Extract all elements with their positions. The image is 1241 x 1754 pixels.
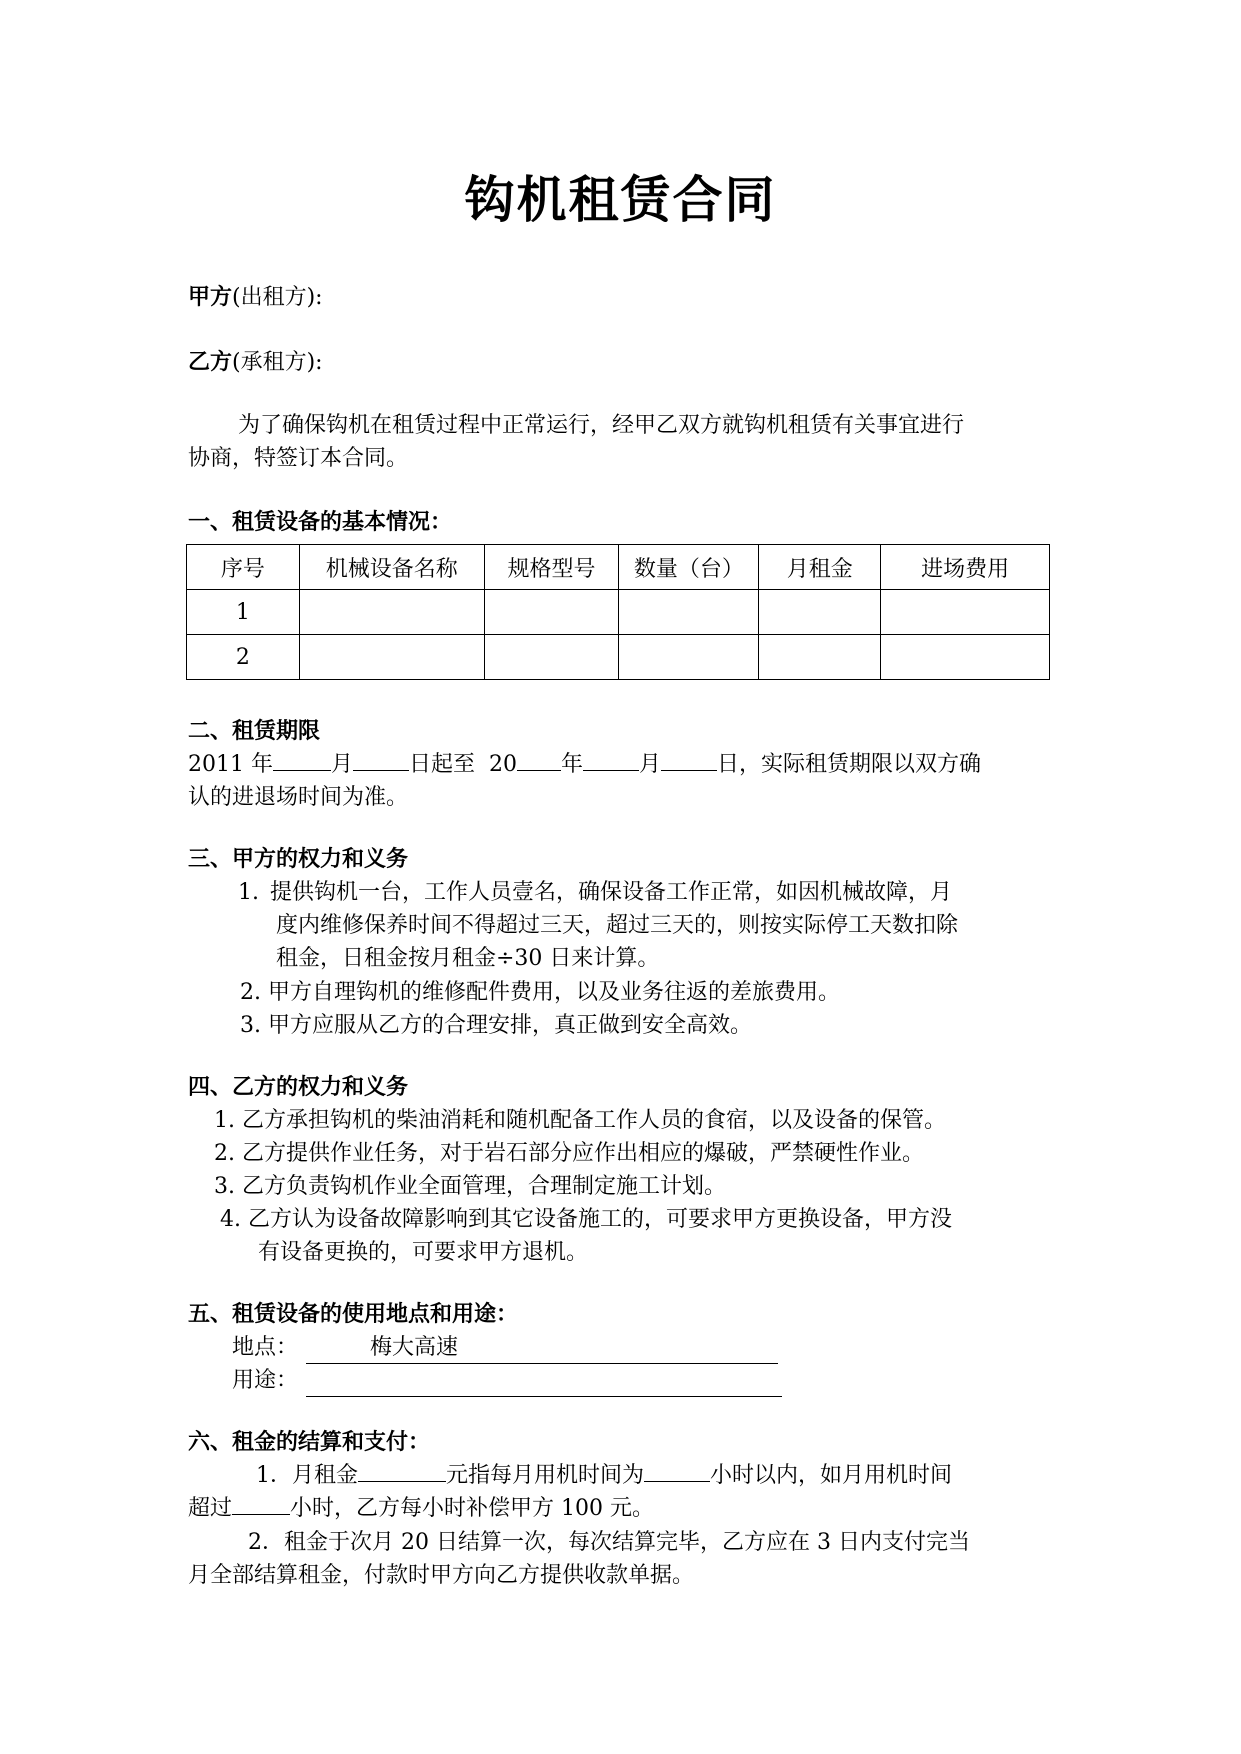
overtime-blank xyxy=(232,1492,290,1515)
document-title: 钩机租赁合同 xyxy=(464,171,777,229)
party-b-note: (承租方): xyxy=(232,350,323,375)
term-blank-month1 xyxy=(273,748,331,771)
term-blank-day2 xyxy=(661,748,717,771)
s4-item4-line2: 有设备更换的，可要求甲方退机。 xyxy=(258,1240,589,1265)
header-cell: 进场费用 xyxy=(881,545,1050,590)
rent-blank xyxy=(358,1459,446,1482)
s4-item4 xyxy=(220,1203,952,1236)
s4-item1-num: 1. xyxy=(214,1108,235,1133)
term-year-prefix: 20 xyxy=(489,752,518,777)
section3-heading: 三、甲方的权力和义务 xyxy=(188,846,409,872)
party-a-note: (出租方): xyxy=(232,285,323,310)
s6-item1-b: 元指每月用机时间为 xyxy=(446,1463,645,1488)
term-blank-year2 xyxy=(517,748,561,771)
s6-item1-d: 超过 xyxy=(188,1496,233,1521)
intro-line-2: 协商，特签订本合同。 xyxy=(188,446,409,471)
table-cell xyxy=(759,590,881,635)
term-day1: 日起至 xyxy=(409,752,476,777)
s4-item4-num: 4. xyxy=(220,1207,241,1232)
term-year: 2011 年 xyxy=(188,752,273,777)
section2-heading: 二、租赁期限 xyxy=(188,718,321,744)
section4-heading: 四、乙方的权力和义务 xyxy=(188,1074,409,1100)
table-row xyxy=(187,590,1050,635)
s6-item1-e: 小时，乙方每小时补偿甲方 100 元。 xyxy=(290,1496,654,1521)
table-cell xyxy=(484,590,619,635)
table-row xyxy=(187,635,1050,680)
place-value: 梅大高速 xyxy=(370,1335,459,1360)
table-cell xyxy=(881,635,1050,680)
table-cell xyxy=(484,635,619,680)
table-cell xyxy=(299,590,484,635)
table-cell xyxy=(299,635,484,680)
lease-term-line xyxy=(188,748,981,781)
header-cell: 规格型号 xyxy=(484,545,619,590)
place-field xyxy=(306,1331,778,1364)
s4-item4-text: 乙方认为设备故障影响到其它设备施工的，可要求甲方更换设备，甲方没 xyxy=(248,1207,953,1232)
intro-line-1: 为了确保钩机在租赁过程中正常运行，经甲乙双方就钩机租赁有关事宜进行 xyxy=(238,413,965,438)
s4-item1-text: 乙方承担钩机的柴油消耗和随机配备工作人员的食宿，以及设备的保管。 xyxy=(242,1108,947,1133)
term-month1: 月 xyxy=(330,752,353,777)
s3-item1-num: 1. xyxy=(238,880,259,905)
party-b-line xyxy=(188,346,323,379)
s4-item3-text: 乙方负责钩机作业全面管理，合理制定施工计划。 xyxy=(242,1174,727,1199)
term-month2: 月 xyxy=(639,752,662,777)
s3-item3 xyxy=(240,1009,752,1042)
s6-item2-line1 xyxy=(248,1526,970,1559)
s6-item1-line1 xyxy=(256,1459,952,1492)
use-field xyxy=(306,1364,782,1397)
s4-item3-num: 3. xyxy=(214,1174,235,1199)
table-cell xyxy=(619,635,759,680)
section6-heading: 六、租金的结算和支付： xyxy=(188,1429,431,1455)
s4-item2 xyxy=(214,1137,924,1170)
s4-item2-text: 乙方提供作业任务，对于岩石部分应作出相应的爆破，严禁硬性作业。 xyxy=(242,1141,925,1166)
s3-item1-line1: 提供钩机一台，工作人员壹名，确保设备工作正常，如因机械故障，月 xyxy=(270,880,953,905)
table-cell xyxy=(759,635,881,680)
s6-item2-line2: 月全部结算租金，付款时甲方向乙方提供收款单据。 xyxy=(188,1563,695,1588)
term-blank-month2 xyxy=(583,748,639,771)
s4-item3 xyxy=(214,1170,726,1203)
use-label: 用途： xyxy=(232,1368,299,1393)
s3-item2-text: 甲方自理钩机的维修配件费用，以及业务往返的差旅费用。 xyxy=(268,980,841,1005)
header-cell: 序号 xyxy=(187,545,300,590)
term-year2: 年 xyxy=(561,752,584,777)
s3-item3-num: 3. xyxy=(240,1013,261,1038)
party-b-label: 乙方 xyxy=(188,349,233,375)
table-cell: 1 xyxy=(187,590,300,635)
header-cell: 月租金 xyxy=(759,545,881,590)
s4-item1 xyxy=(214,1104,946,1137)
s3-item3-text: 甲方应服从乙方的合理安排，真正做到安全高效。 xyxy=(268,1013,753,1038)
s6-item1-a: 月租金 xyxy=(292,1463,359,1488)
lease-term-line-2: 认的进退场时间为准。 xyxy=(188,785,409,810)
hours-blank xyxy=(644,1459,710,1482)
section5-heading: 五、租赁设备的使用地点和用途： xyxy=(188,1301,519,1327)
table-cell xyxy=(881,590,1050,635)
s4-item2-num: 2. xyxy=(214,1141,235,1166)
s6-item2-text: 租金于次月 20 日结算一次，每次结算完毕，乙方应在 3 日内支付完当 xyxy=(284,1530,970,1555)
s6-item1-num: 1． xyxy=(256,1463,292,1488)
section1-heading: 一、租赁设备的基本情况： xyxy=(188,509,453,535)
equipment-table xyxy=(186,544,1050,680)
s3-item1-line2: 度内维修保养时间不得超过三天，超过三天的，则按实际停工天数扣除 xyxy=(276,913,959,938)
s3-item2-num: 2. xyxy=(240,980,261,1005)
term-blank-day1 xyxy=(353,748,409,771)
s6-item1-c: 小时以内，如月用机时间 xyxy=(710,1463,953,1488)
table-cell: 2 xyxy=(187,635,300,680)
s6-item1-line2 xyxy=(188,1492,654,1525)
party-a-label: 甲方 xyxy=(188,284,233,310)
s3-item1-line3: 租金，日租金按月租金÷30 日来计算。 xyxy=(276,946,660,971)
place-label: 地点： xyxy=(232,1335,299,1360)
s3-item2 xyxy=(240,976,840,1009)
s6-item2-num: 2． xyxy=(248,1530,284,1555)
term-day2: 日，实际租赁期限以双方确 xyxy=(717,752,982,777)
table-cell xyxy=(619,590,759,635)
table-header-row xyxy=(187,545,1050,590)
header-cell: 数量（台） xyxy=(619,545,759,590)
header-cell: 机械设备名称 xyxy=(299,545,484,590)
party-a-line xyxy=(188,281,323,314)
